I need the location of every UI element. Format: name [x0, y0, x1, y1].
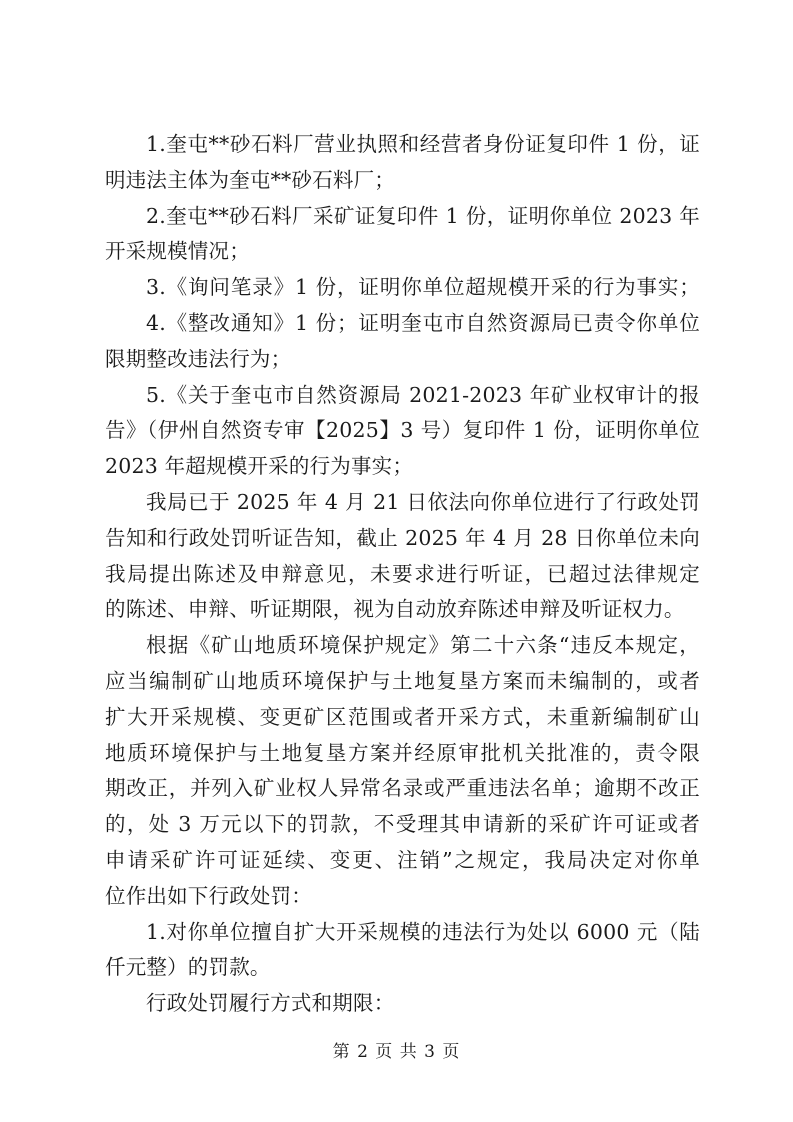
text-line: 1.奎屯**砂石料厂营业执照和经营者身份证复印件 1 份，证: [146, 132, 700, 156]
text-line: 4.《整改通知》1 份；证明奎屯市自然资源局已责令你单位: [146, 310, 700, 335]
text-line: 我局已于 2025 年 4 月 21 日依法向你单位进行了行政处罚: [146, 489, 700, 514]
text-line: 我局提出陈述及申辩意见，未要求进行听证，已超过法律规定: [105, 561, 700, 586]
text-line: 告》（伊州自然资专审【2025】3 号）复印件 1 份，证明你单位: [105, 418, 700, 443]
text-line: 根据《矿山地质环境保护规定》第二十六条“违反本规定，: [146, 633, 700, 658]
text-line: 应当编制矿山地质环境保护与土地复垦方案而未编制的，或者: [105, 668, 700, 693]
text-line: 限期整改违法行为；: [105, 346, 292, 371]
text-line: 地质环境保护与土地复垦方案并经原审批机关批准的，责令限: [105, 740, 700, 765]
text-line: 仟元整）的罚款。: [105, 955, 271, 980]
text-line: 1.对你单位擅自扩大开采规模的违法行为处以 6000 元（陆: [146, 919, 700, 944]
document-body: [105, 127, 700, 1022]
text-line: 的，处 3 万元以下的罚款，不受理其申请新的采矿许可证或者: [105, 812, 700, 837]
text-line: 扩大开采规模、变更矿区范围或者开采方式，未重新编制矿山: [105, 704, 700, 729]
text-line: 申请采矿许可证延续、变更、注销”之规定，我局决定对你单: [105, 847, 700, 872]
text-line: 2023 年超规模开采的行为事实；: [105, 454, 414, 479]
text-line: 期改正，并列入矿业权人异常名录或严重违法名单；逾期不改正: [105, 776, 700, 801]
text-line: 的陈述、申辩、听证期限，视为自动放弃陈述申辩及听证权力。: [105, 597, 685, 622]
text-line: 开采规模情况；: [105, 239, 250, 264]
text-line: 行政处罚履行方式和期限：: [146, 991, 395, 1016]
text-line: 3.《询问笔录》1 份，证明你单位超规模开采的行为事实；: [146, 275, 700, 300]
text-line: 5.《关于奎屯市自然资源局 2021-2023 年矿业权审计的报: [146, 382, 700, 407]
text-line: 位作出如下行政处罚：: [105, 883, 312, 908]
text-line: 告知和行政处罚听证告知，截止 2025 年 4 月 28 日你单位未向: [105, 525, 700, 550]
page-number-footer: 第 2 页 共 3 页: [332, 1042, 461, 1062]
text-line: 明违法主体为奎屯**砂石料厂；: [105, 167, 395, 192]
text-line: 2.奎屯**砂石料厂采矿证复印件 1 份，证明你单位 2023 年: [146, 203, 700, 228]
